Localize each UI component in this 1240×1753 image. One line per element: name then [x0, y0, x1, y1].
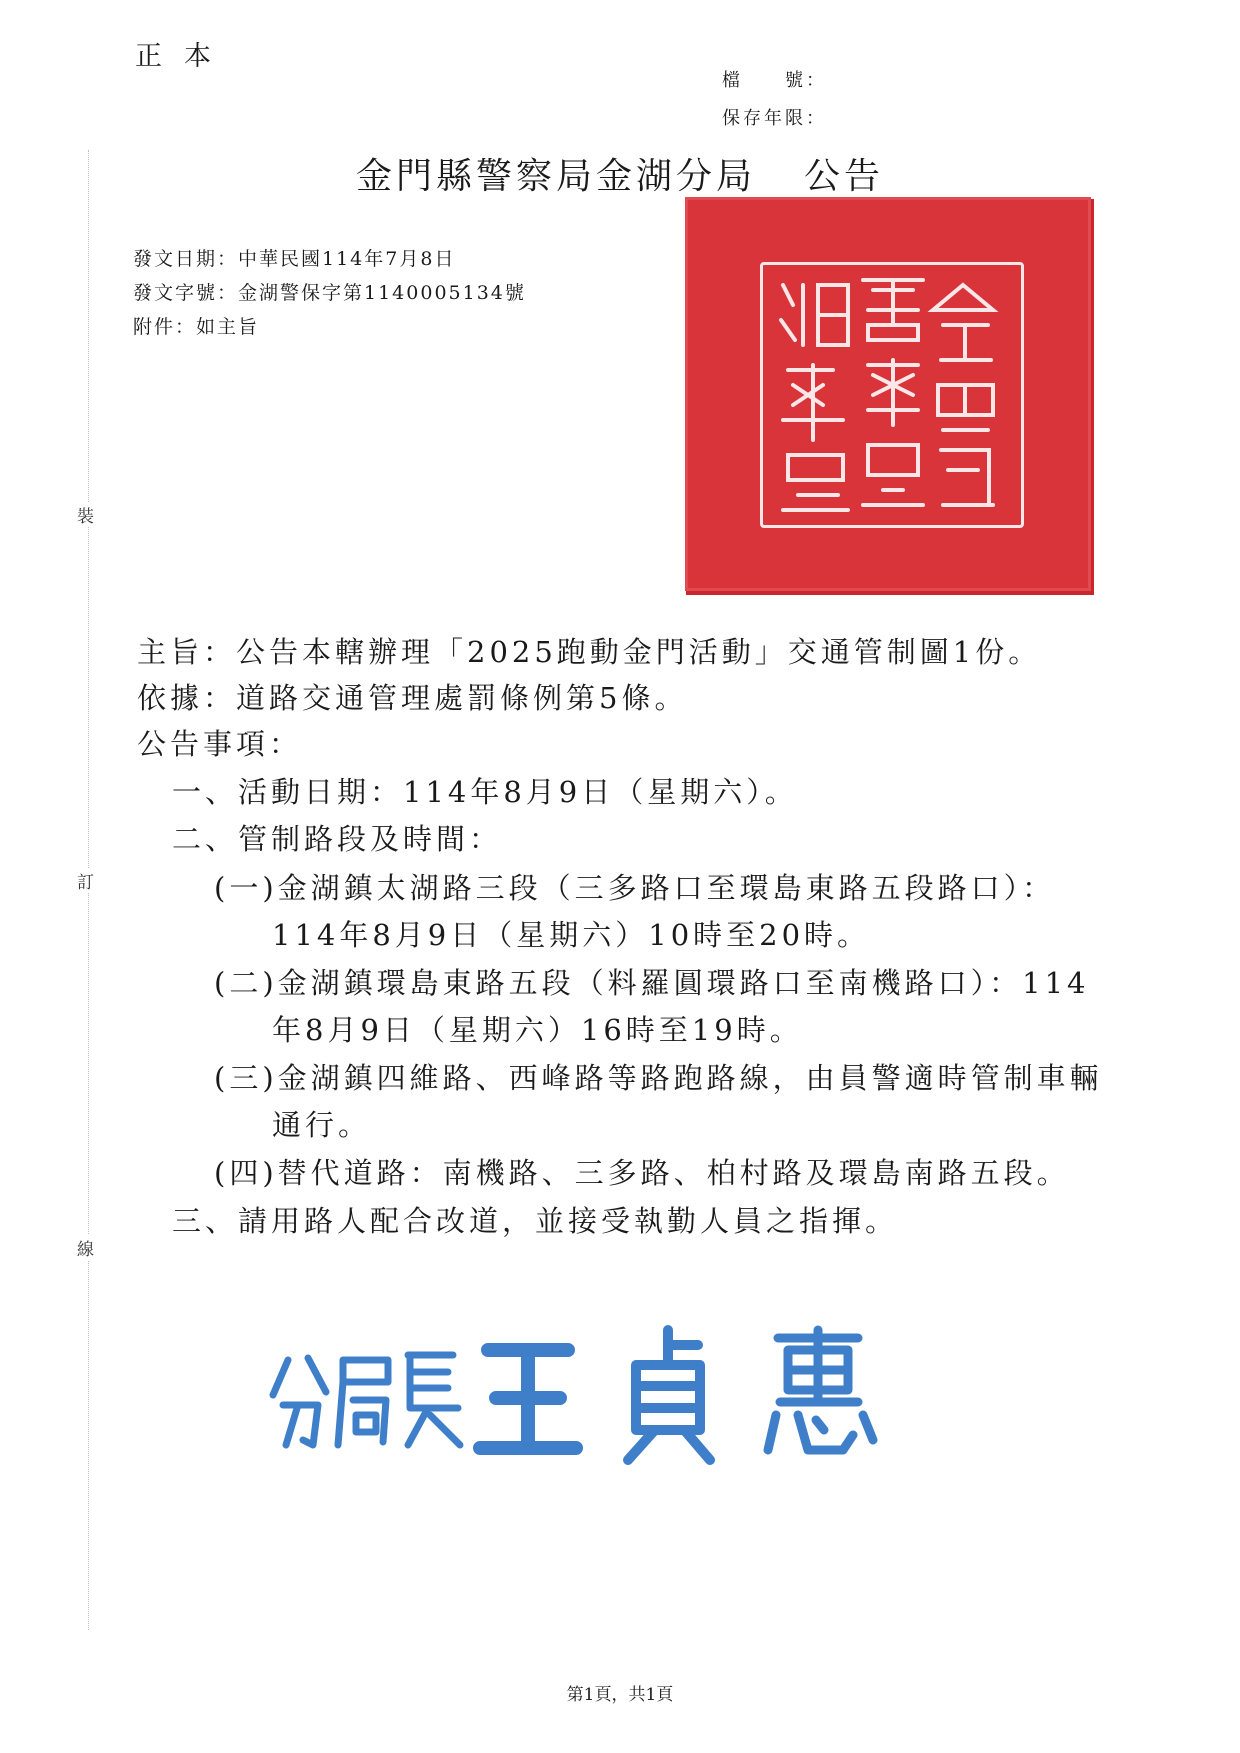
seal-glyphs: [763, 265, 1021, 525]
item-event-date: 一、活動日期：114年8月9日（星期六）。: [172, 775, 798, 809]
sub-item-2-line-2: 年8月9日（星期六）16時至19時。: [272, 1013, 803, 1047]
signature-stamp: [268, 1320, 918, 1470]
item-detour-request: 三、請用路人配合改道，並接受執勤人員之指揮。: [172, 1204, 899, 1238]
sub-item-1-line-2: 114年8月9日（星期六）10時至20時。: [272, 918, 871, 952]
sub-item-4-alternate-roads: (四)替代道路：南機路、三多路、柏村路及環島南路五段。: [214, 1156, 1070, 1190]
seal-border: [760, 262, 1024, 528]
binding-mark-zhuang: 裝: [77, 502, 94, 527]
reference-number: 發文字號：金湖警保字第1140005134號: [133, 282, 526, 304]
signature-glyphs: [268, 1320, 918, 1470]
official-seal: [688, 200, 1088, 588]
document-title: [0, 148, 1240, 199]
document-type: 公告: [804, 156, 885, 197]
copy-label: 正本: [135, 41, 233, 72]
file-number-label: 檔 號：: [722, 70, 827, 91]
attachment-note: 附件：如主旨: [133, 316, 260, 338]
legal-basis-line: 依據：道路交通管理處罰條例第5條。: [137, 681, 688, 715]
page-number: 第1頁，共1頁: [566, 1685, 674, 1705]
binding-mark-ding: 訂: [77, 868, 94, 893]
issue-date: 發文日期：中華民國114年7月8日: [133, 248, 456, 270]
binding-mark-xian: 線: [77, 1235, 94, 1260]
sub-item-3-line-1: (三)金湖鎮四維路、西峰路等路跑路線，由員警適時管制車輛: [214, 1061, 1103, 1095]
sub-item-1-line-1: (一)金湖鎮太湖路三段（三多路口至環島東路五段路口）：: [214, 871, 1056, 905]
notice-items-heading: 公告事項：: [137, 727, 303, 761]
subject-line: 主旨：公告本轄辦理「2025跑動金門活動」交通管制圖1份。: [137, 635, 1042, 669]
sub-item-3-line-2: 通行。: [272, 1108, 372, 1142]
retention-period-label: 保存年限：: [722, 108, 827, 129]
item-controlled-sections: 二、管制路段及時間：: [172, 822, 503, 856]
sub-item-2-line-1: (二)金湖鎮環島東路五段（料羅圓環路口至南機路口）：114: [214, 966, 1090, 1000]
issuing-agency: 金門縣警察局金湖分局: [355, 156, 756, 197]
